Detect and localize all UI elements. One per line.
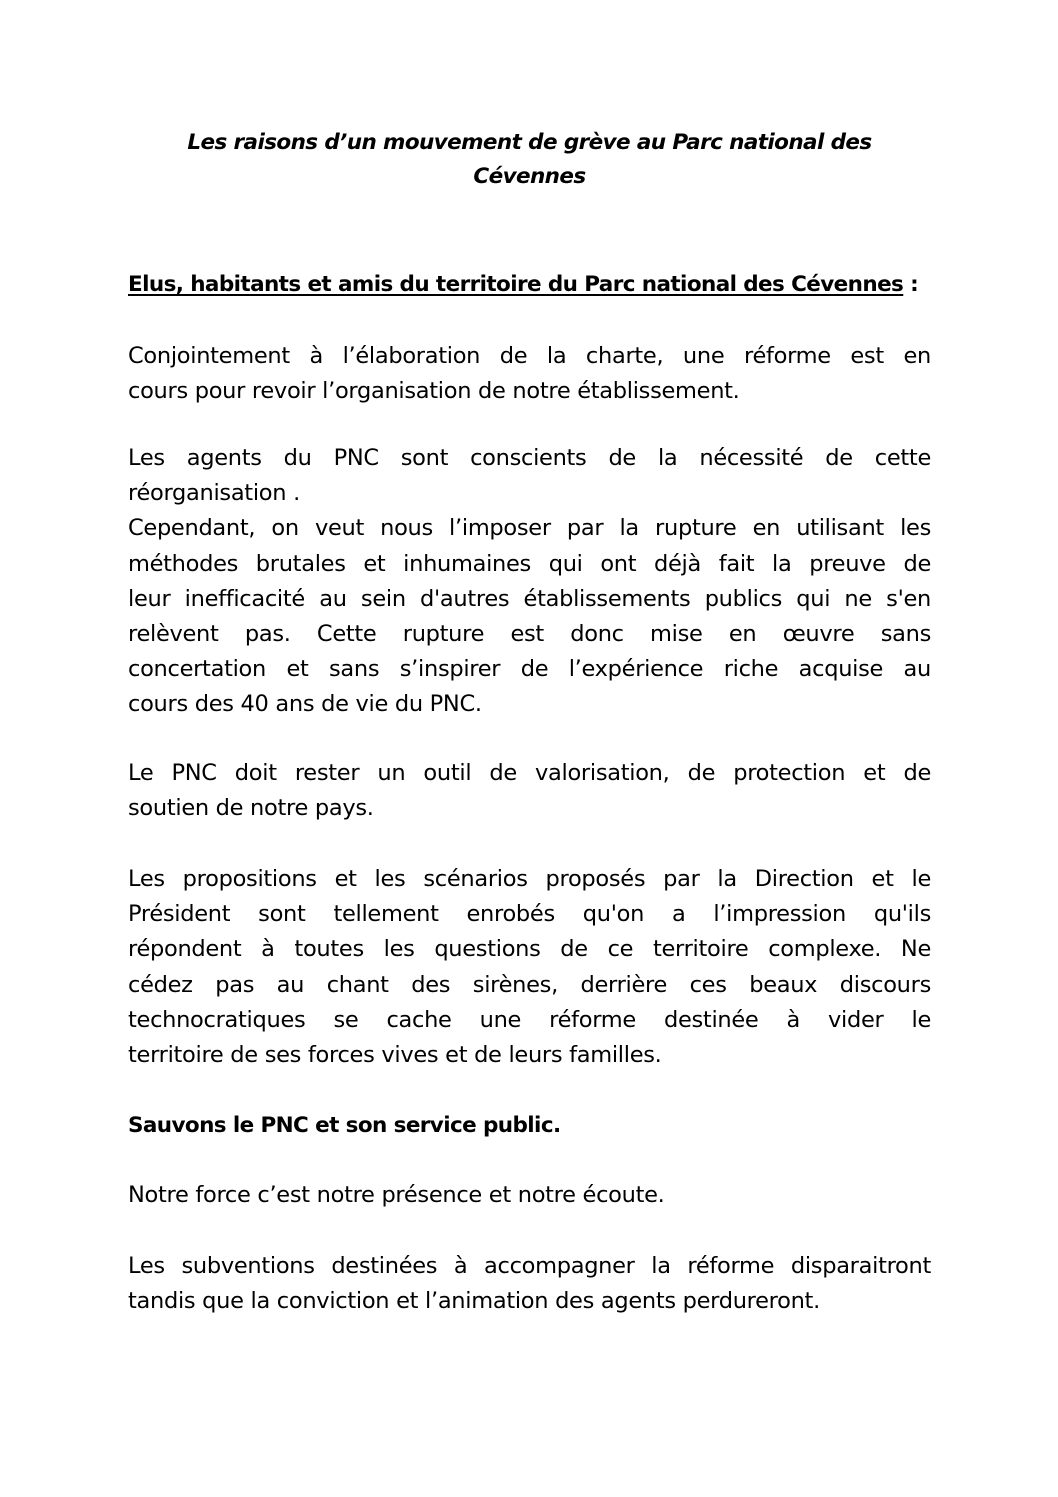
address-heading-text: Elus, habitants et amis du territoire du Parc national des Cévennes: [128, 272, 904, 297]
paragraph-line: cours pour revoir l’organisation de notre établissement.: [128, 378, 740, 405]
address-heading: [128, 268, 931, 302]
paragraph-line: cours des 40 ans de vie du PNC.: [128, 691, 482, 718]
document-title: [128, 126, 931, 194]
paragraph-subsidies: [128, 1249, 931, 1319]
strength-text: Notre force c’est notre présence et notre écoute.: [128, 1182, 665, 1208]
paragraph-line: répondent à toutes les questions de ce territoire complexe. Ne: [128, 936, 931, 963]
paragraph-line: Le PNC doit rester un outil de valorisation, de protection et de: [128, 760, 931, 786]
paragraph-line: leur inefficacité au sein d'autres établissements publics qui ne s'en: [128, 585, 931, 612]
paragraph-line: soutien de notre pays.: [128, 795, 374, 822]
paragraph-line: cédez pas au chant des sirènes, derrière ces beaux discours: [128, 971, 931, 998]
paragraph-line: Les subventions destinées à accompagner la réforme disparaitront: [128, 1253, 931, 1279]
slogan-text: Sauvons le PNC et son service public.: [128, 1113, 561, 1138]
paragraph-line: relèvent pas. Cette rupture est donc mise en œuvre sans: [128, 621, 931, 648]
paragraph-reform: [128, 339, 931, 409]
title-line: Les raisons d’un mouvement de grève au Parc national des: [187, 130, 872, 155]
paragraph-line: Les agents du PNC sont conscients de la nécessité de cette: [128, 445, 931, 471]
paragraph-proposals: [128, 862, 931, 1073]
paragraph-line: réorganisation .: [128, 480, 300, 507]
title-line: Cévennes: [473, 164, 586, 189]
paragraph-agents: [128, 441, 931, 723]
paragraph-line: Conjointement à l’élaboration de la charte, une réforme est en: [128, 343, 931, 369]
paragraph-line: Cependant, on veut nous l’imposer par la rupture en utilisant les: [128, 515, 931, 542]
paragraph-slogan: [128, 1108, 931, 1143]
address-heading-colon: :: [903, 272, 919, 297]
paragraph-pnc-role: [128, 756, 931, 826]
paragraph-line: tandis que la conviction et l’animation des agents perdureront.: [128, 1288, 820, 1315]
paragraph-line: concertation et sans s’inspirer de l’expérience riche acquise au: [128, 656, 931, 683]
paragraph-line: territoire de ses forces vives et de leurs familles.: [128, 1042, 662, 1069]
paragraph-strength: [128, 1178, 931, 1213]
paragraph-line: méthodes brutales et inhumaines qui ont déjà fait la preuve de: [128, 550, 931, 577]
paragraph-line: technocratiques se cache une réforme destinée à vider le: [128, 1006, 931, 1033]
paragraph-line: Président sont tellement enrobés qu'on a l’impression qu'ils: [128, 901, 931, 928]
paragraph-line: Les propositions et les scénarios proposés par la Direction et le: [128, 866, 931, 892]
